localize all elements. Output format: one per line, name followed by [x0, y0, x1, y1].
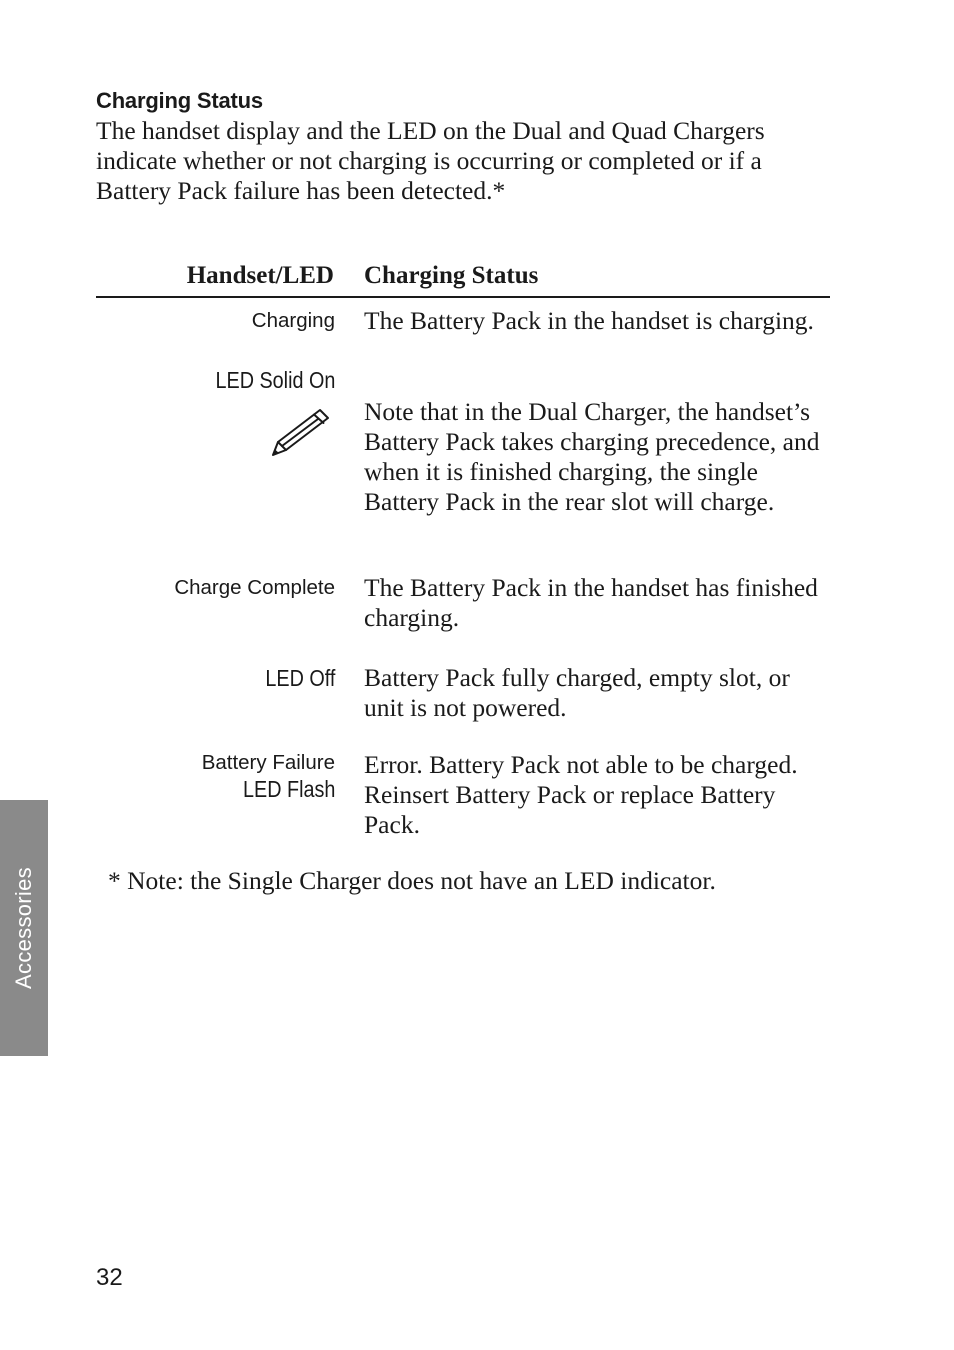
- row-desc-note: Note that in the Dual Charger, the handset’s Battery Pack takes charging precedence, and when it is finished charging, the single Battery Pack in the rear slot will charge.: [364, 397, 820, 516]
- footnote: * Note: the Single Charger does not have an LED indicator.: [108, 866, 716, 895]
- pencil-icon: [270, 406, 334, 458]
- table-header: [96, 262, 830, 298]
- page-number: 32: [96, 1264, 123, 1291]
- header-handset-led: Handset/LED: [186, 262, 334, 289]
- row-label-led-flash: LED Flash: [242, 776, 335, 802]
- row-label-battery-failure: Battery Failure: [201, 751, 335, 774]
- side-tab-label: Accessories: [11, 867, 36, 989]
- header-charging-status: Charging Status: [364, 262, 539, 289]
- row-label-led-off: LED Off: [265, 665, 335, 691]
- side-tab: [0, 800, 48, 1056]
- row-desc-led-off: Battery Pack fully charged, empty slot, or unit is not powered.: [364, 663, 790, 722]
- row-label-charge-complete: Charge Complete: [174, 576, 335, 599]
- row-label-charging: Charging: [251, 309, 335, 332]
- row-desc-battery-failure: Error. Battery Pack not able to be charged. Reinsert Battery Pack or replace Battery Pack.: [364, 750, 798, 839]
- intro-paragraph: The handset display and the LED on the Dual and Quad Chargers indicate whether or not charging is occurring or completed or if a Battery Pack failure has been detected.*: [96, 116, 765, 205]
- section-title: Charging Status: [96, 88, 263, 113]
- row-desc-charging: The Battery Pack in the handset is charging.: [364, 306, 814, 335]
- row-desc-charge-complete: The Battery Pack in the handset has finished charging.: [364, 573, 818, 632]
- row-label-led-solid-on: LED Solid On: [215, 367, 335, 393]
